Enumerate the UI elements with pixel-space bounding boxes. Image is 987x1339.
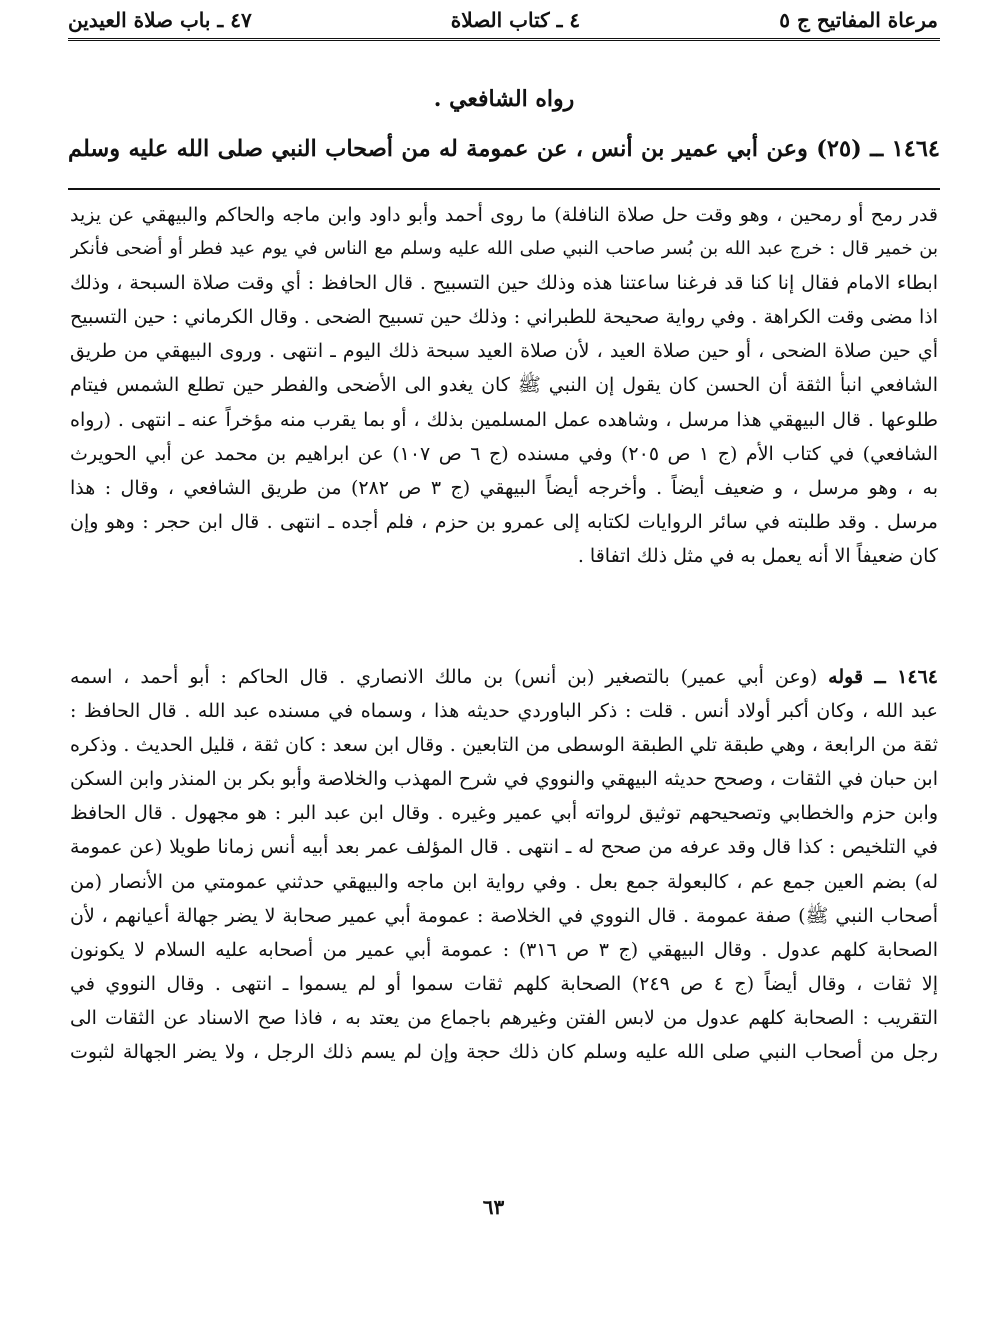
commentary-line: ابطاء الامام فقال إنا كنا قد فرغنا ساعتنا هذه وذلك حين التسبيح . قال الحافظ : أي وقت صلاة السبحة ، وذلك — [70, 272, 938, 295]
commentary-line: ابن حبان في الثقات ، وصحح حديثه البيهقي والنووي في شرح المهذب والخلاصة وأبو بكر بن المنذر وابن السكن — [70, 768, 938, 791]
commentary-block-a — [70, 198, 938, 573]
commentary-line: في التلخيص : كذا قال وقد عرفه من صحح له ـ انتهى . قال المؤلف عمر بعد أبيه أنس زمانا طويلا (عن عمومة — [70, 836, 938, 859]
page-number: ٦٣ — [482, 1195, 505, 1219]
matn-attribution: رواه الشافعي . — [433, 86, 575, 112]
commentary-line: رجل من أصحاب النبي صلى الله عليه وسلم كان ذلك حجة وإن لم يسم ذلك الرجل ، ولا يضر الجهالة لثبوت — [70, 1041, 938, 1064]
matn-divider — [68, 188, 940, 190]
commentary-line: مرسل . وقد طلبته في سائر الروايات لكتابه إلى عمرو بن حزم ، فلم أجده ـ انتهى . قال ابن حجر : وهو وإن — [70, 510, 938, 533]
commentary-line: الشافعي) في كتاب الأم (ج ١ ص ٢٠٥) وفي مسنده (ج ٦ ص ١٠٧) عن ابراهيم بن محمد عن أبي الحويرث — [70, 442, 938, 465]
commentary-line: أصحاب النبي ﷺ) صفة عمومة . قال النووي في الخلاصة : عمومة أبي عمير صحابة لا يضر جهالة أعيانهم ، لأن — [70, 904, 938, 927]
commentary-line: قدر رمح أو رمحين ، وهو وقت حل صلاة النافلة) ما روى أحمد وأبو داود وابن ماجه والحاكم والبيهقي عن يزيد — [70, 204, 938, 226]
commentary-line: طلوعها . قال البيهقي هذا مرسل ، وشاهده عمل المسلمين بذلك ، أو بما يقرب منه مؤخراً عنه ـ انتهى . (رواه — [70, 408, 938, 431]
header-divider — [68, 38, 940, 41]
commentary-line: إلا ثقات ، وقال أيضاً (ج ٤ ص ٢٤٩) الصحابة كلهم ثقات سموا أو لم يسموا ـ انتهى . وقال النووي في — [70, 972, 938, 995]
commentary-line: اذا مضى وقت الكراهة . وفي رواية صحيحة للطبراني : وذلك حين تسبيح الضحى . وقال الكرماني : حين التسبيح — [70, 306, 938, 329]
commentary-line-first — [70, 660, 938, 694]
header-book-title: مرعاة المفاتيح ج ٥ — [779, 8, 938, 32]
commentary-lead: ١٤٦٤ ــ قوله — [828, 666, 938, 688]
commentary-block-b — [70, 660, 938, 1069]
commentary-first-text: (وعن أبي عمير) بالتصغير (بن أنس) بن مالك الانصاري . قال الحاكم : أبو أحمد ، اسمه — [70, 666, 818, 688]
commentary-line: كان ضعيفاً الا أنه يعمل به في مثل ذلك اتفاقا . — [577, 544, 938, 567]
header-bab: ٤٧ ـ باب صلاة العيدين — [68, 8, 252, 32]
commentary-line: له) بضم العين جمع عم ، كالبعولة جمع بعل . وفي رواية ابن ماجه والبيهقي حدثني عمومتي من الأنصار (من — [70, 870, 938, 893]
commentary-line: أي حين صلاة الضحى ، أو حين صلاة العيد ، لأن صلاة العيد سبحة ذلك اليوم ـ انتهى . وروى البيهقي من طريق — [70, 340, 938, 363]
hadith-heading: ١٤٦٤ ــ (٢٥) وعن أبي عمير بن أنس ، عن عمومة له من أصحاب النبي صلى الله عليه وسلم — [68, 136, 940, 162]
commentary-line: وابن حزم والخطابي وتصحيحهم توثيق لرواته أبي عمير وغيره . وقال ابن عبد البر : هو مجهول . قال الحافظ — [70, 802, 938, 825]
commentary-line: الشافعي انبأ الثقة أن الحسن كان يقول إن النبي ﷺ كان يغدو الى الأضحى والفطر حين تطلع الشمس فيتام — [70, 374, 938, 397]
commentary-line: عبد الله ، وكان أكبر أولاد أنس . قلت : ذكر الباوردي حديثه هذا ، وسماه في مسنده عبد الله . قال الحافظ : — [70, 700, 938, 723]
running-header — [68, 4, 938, 36]
header-kitab: ٤ ـ كتاب الصلاة — [450, 8, 581, 32]
commentary-line: ثقة من الرابعة ، وهي طبقة تلي الطبقة الوسطى من التابعين . وقال ابن سعد : كان ثقة ، قليل الحديث . وذكره — [70, 734, 938, 757]
commentary-line: بن خمير قال : خرج عبد الله بن بُسر صاحب النبي صلى الله عليه وسلم مع الناس في يوم عيد فطر أو أضحى فأنكر — [70, 238, 938, 260]
commentary-line: التقريب : الصحابة كلهم عدول من لابس الفتن وغيرهم باجماع من يعتد به ، فاذا صح الاسناد عن الثقات الى — [70, 1006, 938, 1029]
commentary-line: به ، وهو مرسل ، و ضعيف أيضاً . وأخرجه أيضاً البيهقي (ج ٣ ص ٢٨٢) من طريق الشافعي ، وقال : هذا — [70, 476, 938, 499]
commentary-line: الصحابة كلهم عدول . وقال البيهقي (ج ٣ ص ٣١٦) : عمومة أبي عمير من أصحابه عليه السلام لا يكونون — [70, 938, 938, 961]
